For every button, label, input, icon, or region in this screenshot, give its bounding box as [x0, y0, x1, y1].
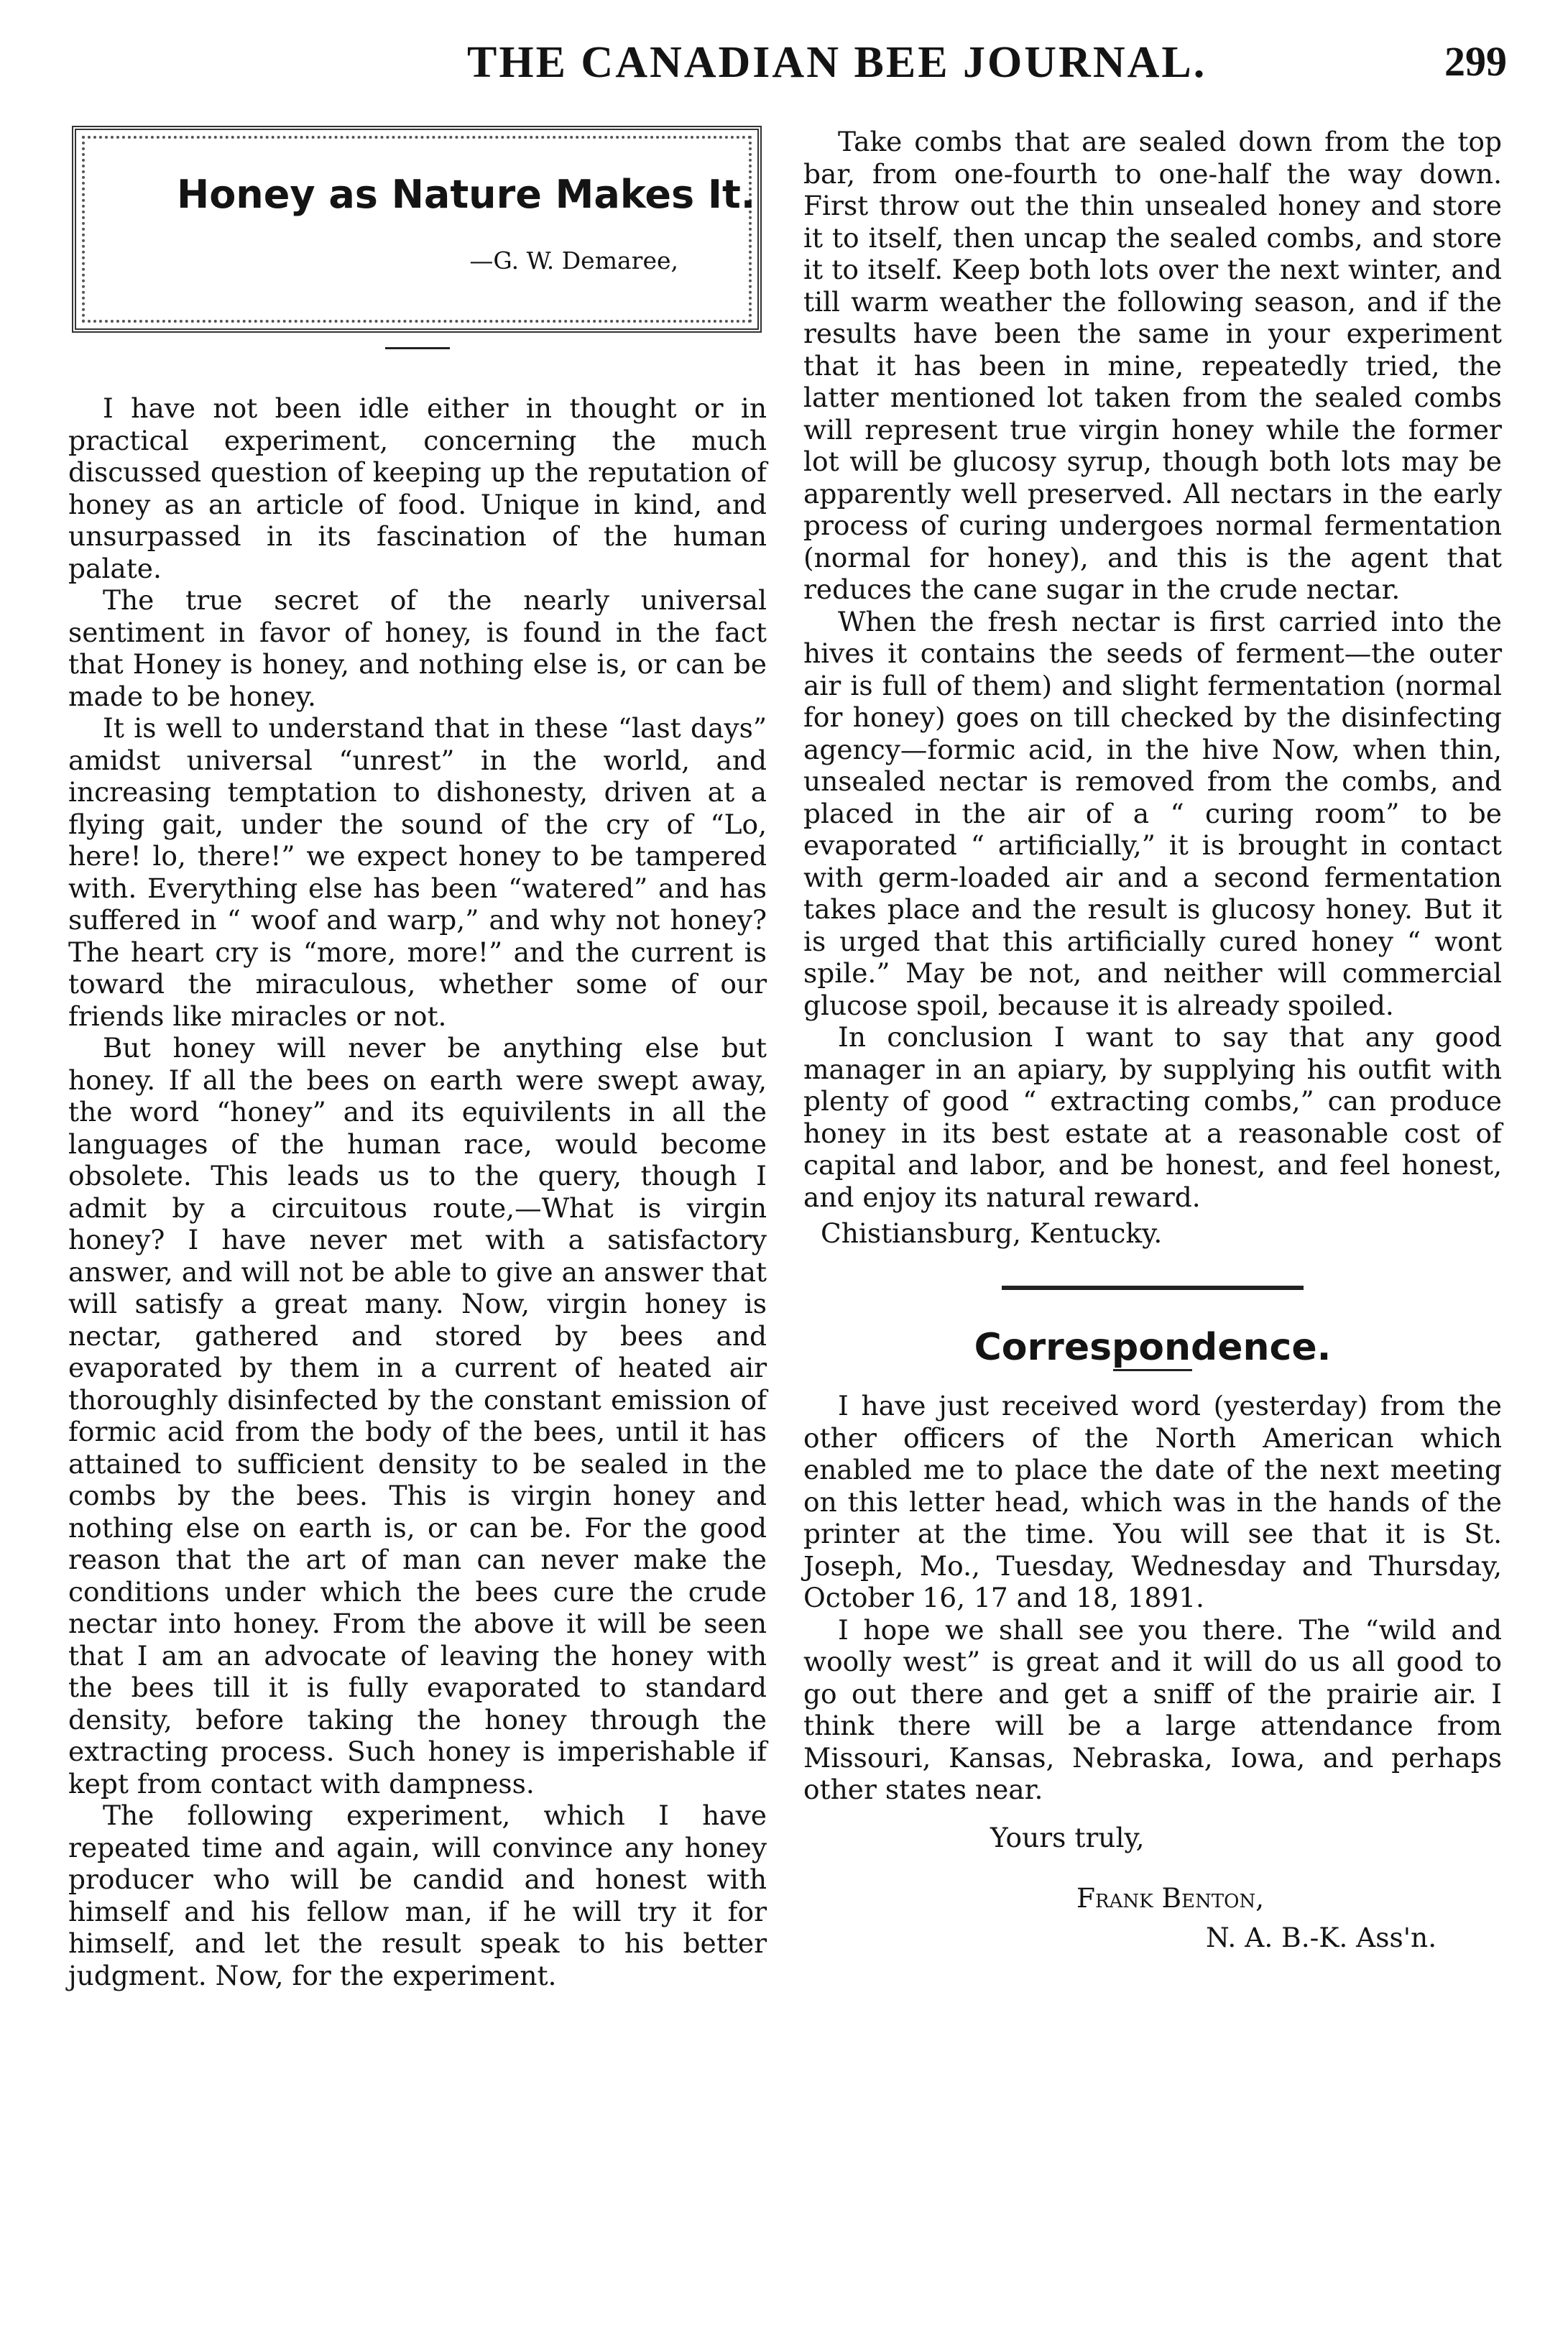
- correspondence-paragraph: I hope we shall see you there. The “wild and woolly west” is great and it will do us all good to go out there and get a sniff of the prairie air. I think there will be a large attendance from Missouri, Kansas, Nebraska, Iowa, and perhaps other states near.: [803, 1613, 1502, 1805]
- page-header: [0, 29, 1568, 93]
- title-divider: [385, 347, 450, 349]
- closing-salutation: Yours truly,: [990, 1821, 1145, 1853]
- article-paragraph: Take combs that are sealed down from the top bar, from one-fourth to one-half the way down. First throw out the thin unsealed honey and store it to itself, then uncap the sealed combs, and store it to itself. Keep both lots over the next winter, and till warm weather the following season, and if the results have been the same in your experiment that it has been in mine, repeatedly tried, the latter mentioned lot taken from the sealed combs will represent true virgin honey while the former lot will be glucosy syrup, though both lots may be apparently well preserved. All nectars in the early process of curing undergoes normal fermentation (normal for honey), and this is the agent that reduces the cane sugar in the crude nectar.: [803, 126, 1502, 605]
- article-paragraph: But honey will never be anything else but honey. If all the bees on earth were swept away, the word “honey” and its equivilents in all the languages of the human race, would become obsolete. This leads us to the query, though I admit by a circuitous route,—What is virgin honey? I have never met with a satisfactory answer, and will not be able to give an answer that will satisfy a great many. Now, virgin honey is nectar, gathered and stored by bees and evaporated by them in a current of heated air thoroughly disinfected by the constant emission of formic acid from the body of the bees, until it has attained to sufficient density to be sealed in the combs by the bees. This is virgin honey and nothing else on earth is, or can be. For the good reason that the art of man can never make the conditions under which the bees cure the crude nectar into honey. From the above it will be seen that I am an advocate of leaving the honey with the bees till it is fully evaporated to standard density, before taking the honey through the extracting process. Such honey is imperishable if kept from contact with dampness.: [68, 1032, 767, 1800]
- article-paragraph: The true secret of the nearly universal sentiment in favor of honey, is found in the fact that Honey is honey, and nothing else is, or can be made to be honey.: [68, 584, 767, 712]
- article-paragraph: The following experiment, which I have repeated time and again, will convince any honey producer who will be candid and honest with himself and his fellow man, if he will try it for himself, and let the result speak to his better judgment. Now, for the experiment.: [68, 1800, 767, 1991]
- section-divider: [1002, 1286, 1304, 1290]
- article-paragraph: In conclusion I want to say that any good manager in an apiary, by supplying his outfit with plenty of good “ extracting combs,” can produce honey in its best estate at a reasonable cost of capital and labor, and be honest, and feel honest, and enjoy its natural reward.: [803, 1021, 1502, 1213]
- article-paragraph: It is well to understand that in these “last days” amidst universal “unrest” in the world, and increasing temptation to dishonesty, driven at a flying gait, under the sound of the cry of “Lo, here! lo, there!” we expect honey to be tampered with. Everything else has been “watered” and has suffered in “ woof and warp,” and why not honey? The heart cry is “more, more!” and the current is toward the miraculous, whether some of our friends like miracles or not.: [68, 712, 767, 1032]
- article-paragraph: When the fresh nectar is first carried into the hives it contains the seeds of ferment—the outer air is full of them) and slight fermentation (normal for honey) goes on till checked by the disinfecting agency—formic acid, in the hive Now, when thin, unsealed nectar is removed from the combs, and placed in the air of a “ curing room” to be evaporated “ artificially,” it is brought in contact with germ-loaded air and a second fermentation takes place and the result is glucosy honey. But it is urged that this artificially cured honey “ wont spile.” May be not, and neither will commercial glucose spoil, because it is already spoiled.: [803, 605, 1502, 1021]
- heading-divider: [1113, 1369, 1192, 1371]
- correspondence-heading: Correspondence.: [974, 1325, 1332, 1369]
- signature: Frank Benton,: [1076, 1882, 1265, 1914]
- right-column: [803, 126, 1502, 1953]
- article-paragraph: I have not been idle either in thought or in practical experiment, concerning the much discussed question of keeping up the reputation of honey as an article of food. Unique in kind, and unsurpassed in its fascination of the human palate.: [68, 392, 767, 584]
- journal-title: THE CANADIAN BEE JOURNAL.: [467, 38, 1207, 87]
- signature-affiliation: N. A. B.-K. Ass'n.: [1206, 1921, 1437, 1953]
- article-title-box: [72, 126, 762, 333]
- page-number: 299: [1444, 38, 1507, 85]
- correspondence-paragraph: I have just received word (yesterday) from the other officers of the North American which enabled me to place the date of the next meeting on this letter head, which was in the hands of the printer at the time. You will see that it is St. Joseph, Mo., Tuesday, Wednesday and Thursday, October 16, 17 and 18, 1891.: [803, 1390, 1502, 1613]
- article-title: Honey as Nature Makes It.: [177, 172, 756, 217]
- left-column: [68, 126, 767, 1991]
- article-byline: —G. W. Demaree,: [469, 246, 678, 275]
- letter-closing: [803, 1822, 1502, 1954]
- article-place: Chistiansburg, Kentucky.: [821, 1217, 1163, 1249]
